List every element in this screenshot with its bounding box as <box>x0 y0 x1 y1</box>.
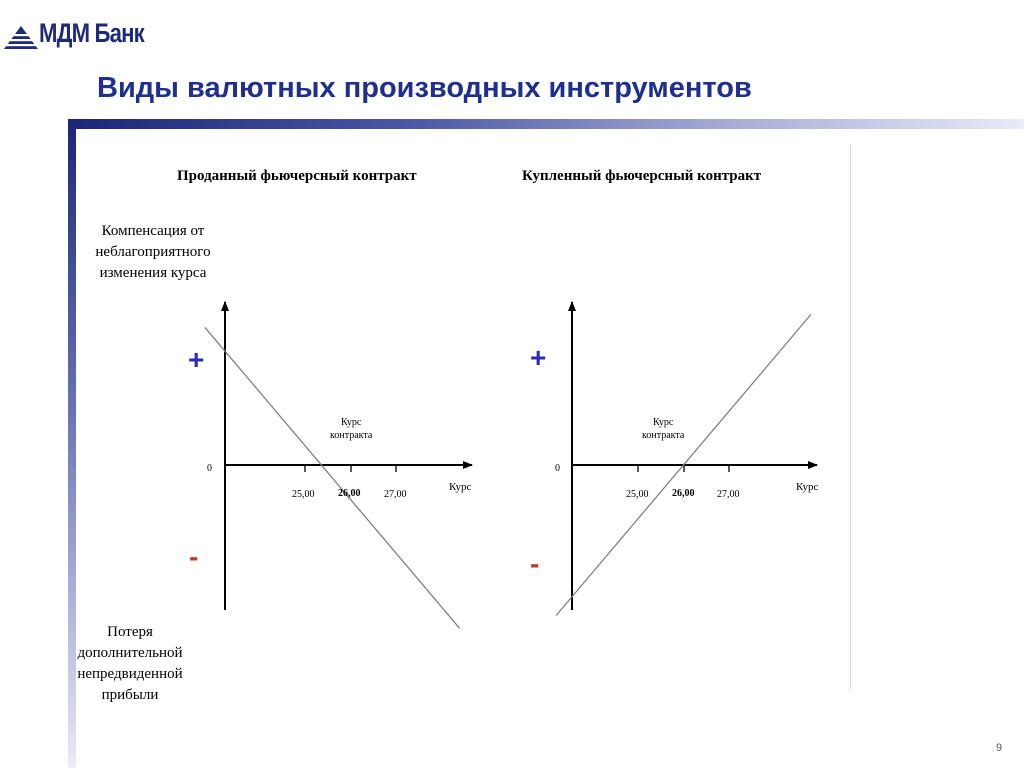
contract-rate-annotation-bought <box>642 416 684 442</box>
compensation-label-line: Компенсация от <box>101 223 205 239</box>
loss-label-line: прибыли <box>101 687 159 703</box>
loss-label-line: дополнительной <box>77 645 183 661</box>
tick-label-sold-25: 25,00 <box>292 489 315 500</box>
tick-label-bought-25: 25,00 <box>626 489 649 500</box>
origin-label-bought: 0 <box>555 463 560 474</box>
tick-label-bought-27: 27,00 <box>717 489 740 500</box>
slide-title: Виды валютных производных инструментов <box>97 72 752 104</box>
minus-sign-left: - <box>189 541 199 572</box>
annotation-line: контракта <box>330 430 373 441</box>
origin-label-sold: 0 <box>207 463 212 474</box>
compensation-label-line: изменения курса <box>99 265 207 281</box>
chart-title-bought: Купленный фьючерсный контракт <box>522 168 762 184</box>
x-axis-label-bought: Курс <box>796 481 819 493</box>
tick-label-bought-26: 26,00 <box>672 488 695 499</box>
plus-sign-right: + <box>530 342 547 373</box>
page-number: 9 <box>996 742 1003 754</box>
tick-label-sold-26: 26,00 <box>338 488 361 499</box>
compensation-label-line: неблагоприятного <box>95 244 211 260</box>
minus-sign-right: - <box>530 548 540 579</box>
annotation-line: Курс <box>652 417 674 428</box>
plus-sign-left: + <box>188 344 205 375</box>
annotation-line: Курс <box>340 417 362 428</box>
chart-title-sold: Проданный фьючерсный контракт <box>177 168 417 184</box>
logo-text: МДМ Банк <box>39 18 144 48</box>
tick-label-sold-27: 27,00 <box>384 489 407 500</box>
loss-label-line: Потеря <box>107 624 153 640</box>
loss-label-line: непредвиденной <box>77 666 183 682</box>
annotation-line: контракта <box>642 430 685 441</box>
x-axis-label-sold: Курс <box>449 481 472 493</box>
